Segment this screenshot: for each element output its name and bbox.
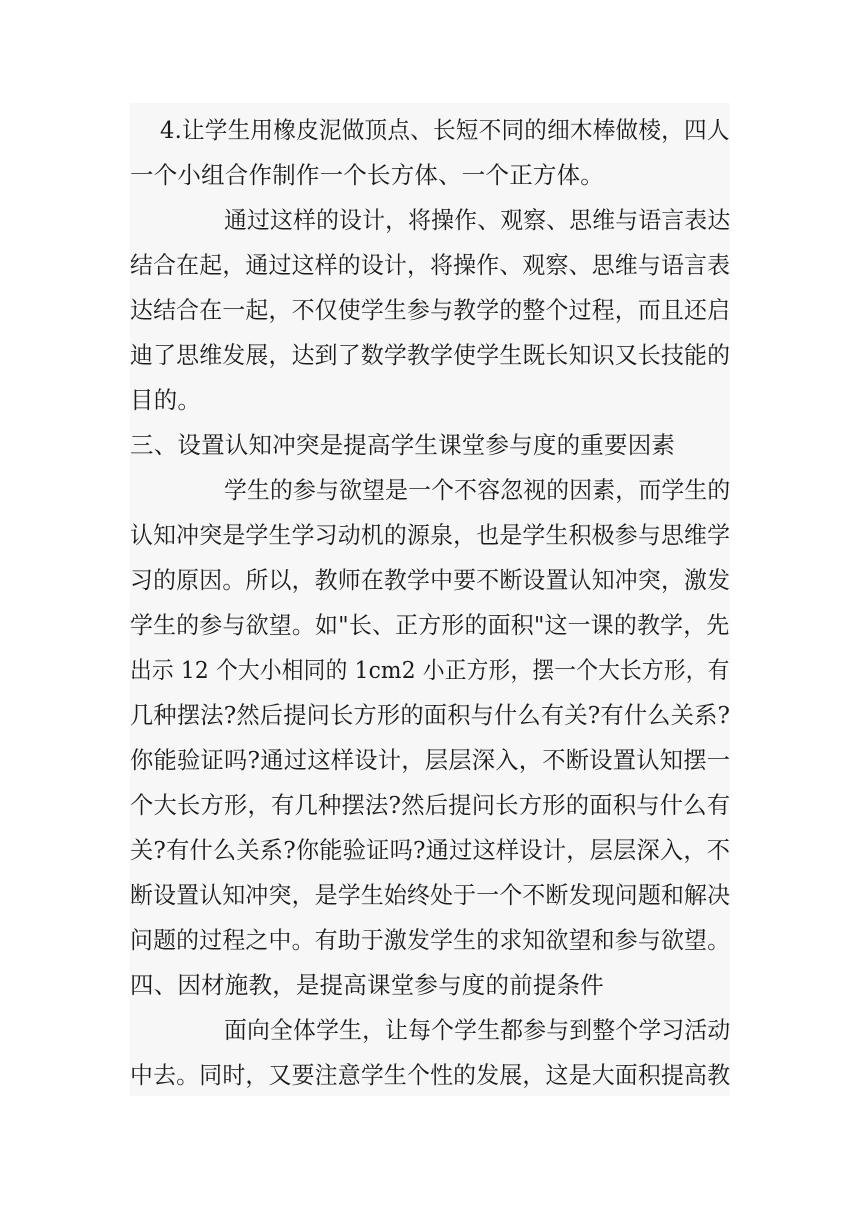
paragraph-line: 面向全体学生，让每个学生都参与到整个学习活动: [224, 1016, 731, 1044]
paragraph-line: 个大长方形，有几种摆法?然后提问长方形的面积与什么有: [130, 791, 731, 819]
paragraph-line: 习的原因。所以，教师在教学中要不断设置认知冲突，激发: [130, 566, 731, 594]
paragraph-line: 认知冲突是学生学习动机的源泉，也是学生积极参与思维学: [130, 521, 731, 549]
paragraph-line: 断设置认知冲突，是学生始终处于一个不断发现问题和解决: [130, 881, 731, 909]
paragraph-line: 通过这样的设计，将操作、观察、思维与语言表达: [224, 206, 731, 234]
paragraph-line: 一个小组合作制作一个长方体、一个正方体。: [130, 161, 604, 189]
paragraph-line: 几种摆法?然后提问长方形的面积与什么有关?有什么关系?: [130, 701, 731, 729]
section-heading: 三、设置认知冲突是提高学生课堂参与度的重要因素: [130, 431, 676, 459]
paragraph-line: 迪了思维发展，达到了数学教学使学生既长知识又长技能的: [130, 341, 731, 369]
paragraph-line: 4.让学生用橡皮泥做顶点、长短不同的细木棒做棱，四人: [160, 116, 730, 144]
paragraph-line: 结合在起，通过这样的设计，将操作、观察、思维与语言表: [130, 251, 731, 279]
paragraph-line: 中去。同时，又要注意学生个性的发展，这是大面积提高教: [130, 1061, 731, 1089]
paragraph-line: 关?有什么关系?你能验证吗?通过这样设计，层层深入，不: [130, 836, 731, 864]
paragraph-line: 达结合在一起，不仅使学生参与教学的整个过程，而且还启: [130, 296, 731, 324]
paragraph-line: 问题的过程之中。有助于激发学生的求知欲望和参与欲望。: [130, 926, 731, 954]
paragraph-line: 目的。: [130, 386, 202, 414]
paragraph-line: 学生的参与欲望。如"长、正方形的面积"这一课的教学，先: [130, 611, 730, 639]
section-heading: 四、因材施教，是提高课堂参与度的前提条件: [130, 971, 604, 999]
paragraph-line: 你能验证吗?通过这样设计，层层深入，不断设置认知摆一: [130, 746, 731, 774]
paragraph-line: 出示 12 个大小相同的 1cm2 小正方形，摆一个大长方形，有: [130, 656, 730, 684]
paragraph-line: 学生的参与欲望是一个不容忽视的因素，而学生的: [224, 476, 731, 504]
document-body: [130, 103, 730, 1096]
